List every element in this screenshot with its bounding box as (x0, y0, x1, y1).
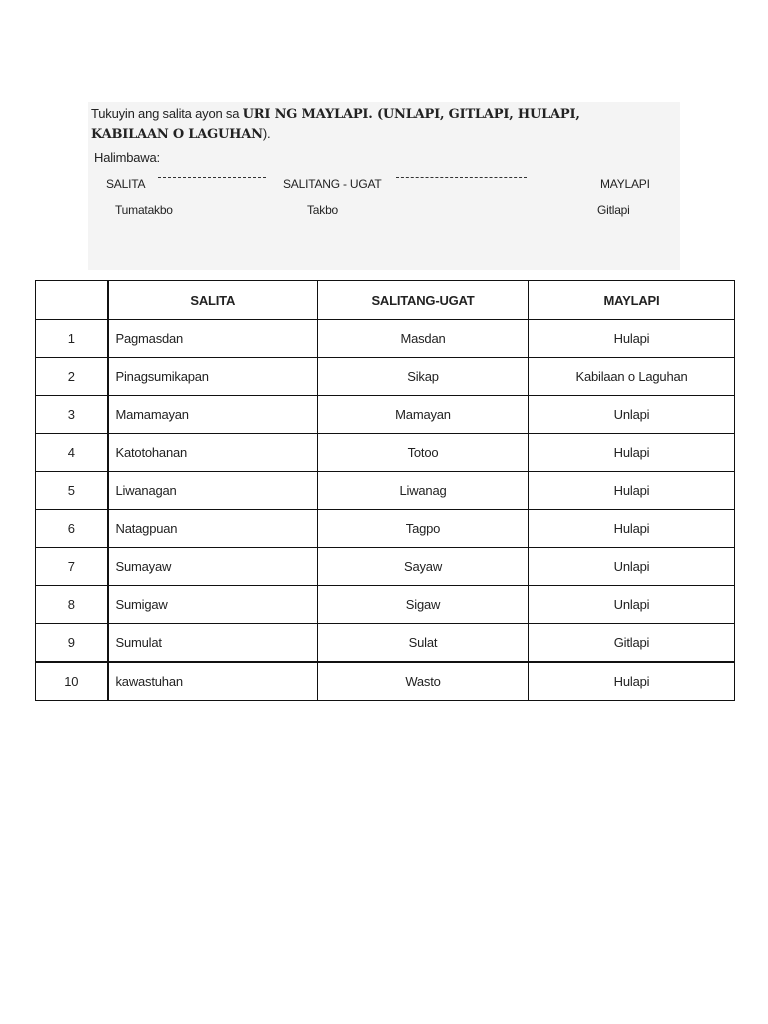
example-value-salita: Tumatakbo (115, 203, 173, 217)
table-row (36, 624, 735, 663)
row-number: 6 (36, 510, 108, 548)
example-header-maylapi: MAYLAPI (600, 177, 650, 191)
table-row (36, 396, 735, 434)
row-salitang-ugat: Masdan (318, 320, 529, 358)
row-number: 9 (36, 624, 108, 663)
table-row (36, 358, 735, 396)
header-salitang-ugat: SALITANG-UGAT (318, 281, 529, 320)
table-row (36, 434, 735, 472)
row-maylapi: Hulapi (529, 434, 735, 472)
row-maylapi: Unlapi (529, 548, 735, 586)
row-number: 1 (36, 320, 108, 358)
table-header-row (36, 281, 735, 320)
table-row (36, 548, 735, 586)
row-number: 7 (36, 548, 108, 586)
table-row (36, 320, 735, 358)
row-number: 8 (36, 586, 108, 624)
row-salita: kawastuhan (108, 662, 318, 701)
instruction-suffix: ). (262, 126, 271, 141)
row-number: 10 (36, 662, 108, 701)
row-salitang-ugat: Liwanag (318, 472, 529, 510)
row-salita: Sumigaw (108, 586, 318, 624)
example-value-maylapi: Gitlapi (597, 203, 630, 217)
table-row (36, 662, 735, 701)
header-number (36, 281, 108, 320)
instruction-box (88, 102, 680, 270)
row-salitang-ugat: Sulat (318, 624, 529, 663)
row-maylapi: Hulapi (529, 472, 735, 510)
row-number: 4 (36, 434, 108, 472)
row-salitang-ugat: Wasto (318, 662, 529, 701)
header-maylapi: MAYLAPI (529, 281, 735, 320)
example-header-salita: SALITA (106, 177, 146, 191)
row-salitang-ugat: Sikap (318, 358, 529, 396)
table-row (36, 510, 735, 548)
row-number: 5 (36, 472, 108, 510)
instruction-text (91, 104, 661, 144)
row-maylapi: Gitlapi (529, 624, 735, 663)
row-maylapi: Hulapi (529, 510, 735, 548)
row-salita: Liwanagan (108, 472, 318, 510)
row-maylapi: Unlapi (529, 586, 735, 624)
example-label: Halimbawa: (94, 150, 160, 165)
row-salita: Pinagsumikapan (108, 358, 318, 396)
row-salitang-ugat: Totoo (318, 434, 529, 472)
row-salita: Natagpuan (108, 510, 318, 548)
row-salita: Katotohanan (108, 434, 318, 472)
instruction-prefix: Tukuyin ang salita ayon sa (91, 106, 243, 121)
row-salita: Mamamayan (108, 396, 318, 434)
table-row (36, 472, 735, 510)
row-salitang-ugat: Mamayan (318, 396, 529, 434)
row-salita: Sumayaw (108, 548, 318, 586)
example-dashes-1 (158, 177, 266, 178)
row-salita: Sumulat (108, 624, 318, 663)
row-salita: Pagmasdan (108, 320, 318, 358)
row-maylapi: Hulapi (529, 662, 735, 701)
example-value-ugat: Takbo (307, 203, 339, 217)
row-maylapi: Unlapi (529, 396, 735, 434)
row-salitang-ugat: Sigaw (318, 586, 529, 624)
row-maylapi: Kabilaan o Laguhan (529, 358, 735, 396)
row-number: 3 (36, 396, 108, 434)
maylapi-table (35, 280, 735, 701)
row-number: 2 (36, 358, 108, 396)
row-salitang-ugat: Tagpo (318, 510, 529, 548)
row-salitang-ugat: Sayaw (318, 548, 529, 586)
header-salita: SALITA (108, 281, 318, 320)
instruction-bold: URI NG MAYLAPI. (UNLAPI, GITLAPI, HULAPI, KABILAAN O LAGUHAN (91, 107, 580, 142)
row-maylapi: Hulapi (529, 320, 735, 358)
example-header-ugat: SALITANG - UGAT (283, 177, 382, 191)
example-dashes-2 (396, 177, 527, 178)
table-row (36, 586, 735, 624)
